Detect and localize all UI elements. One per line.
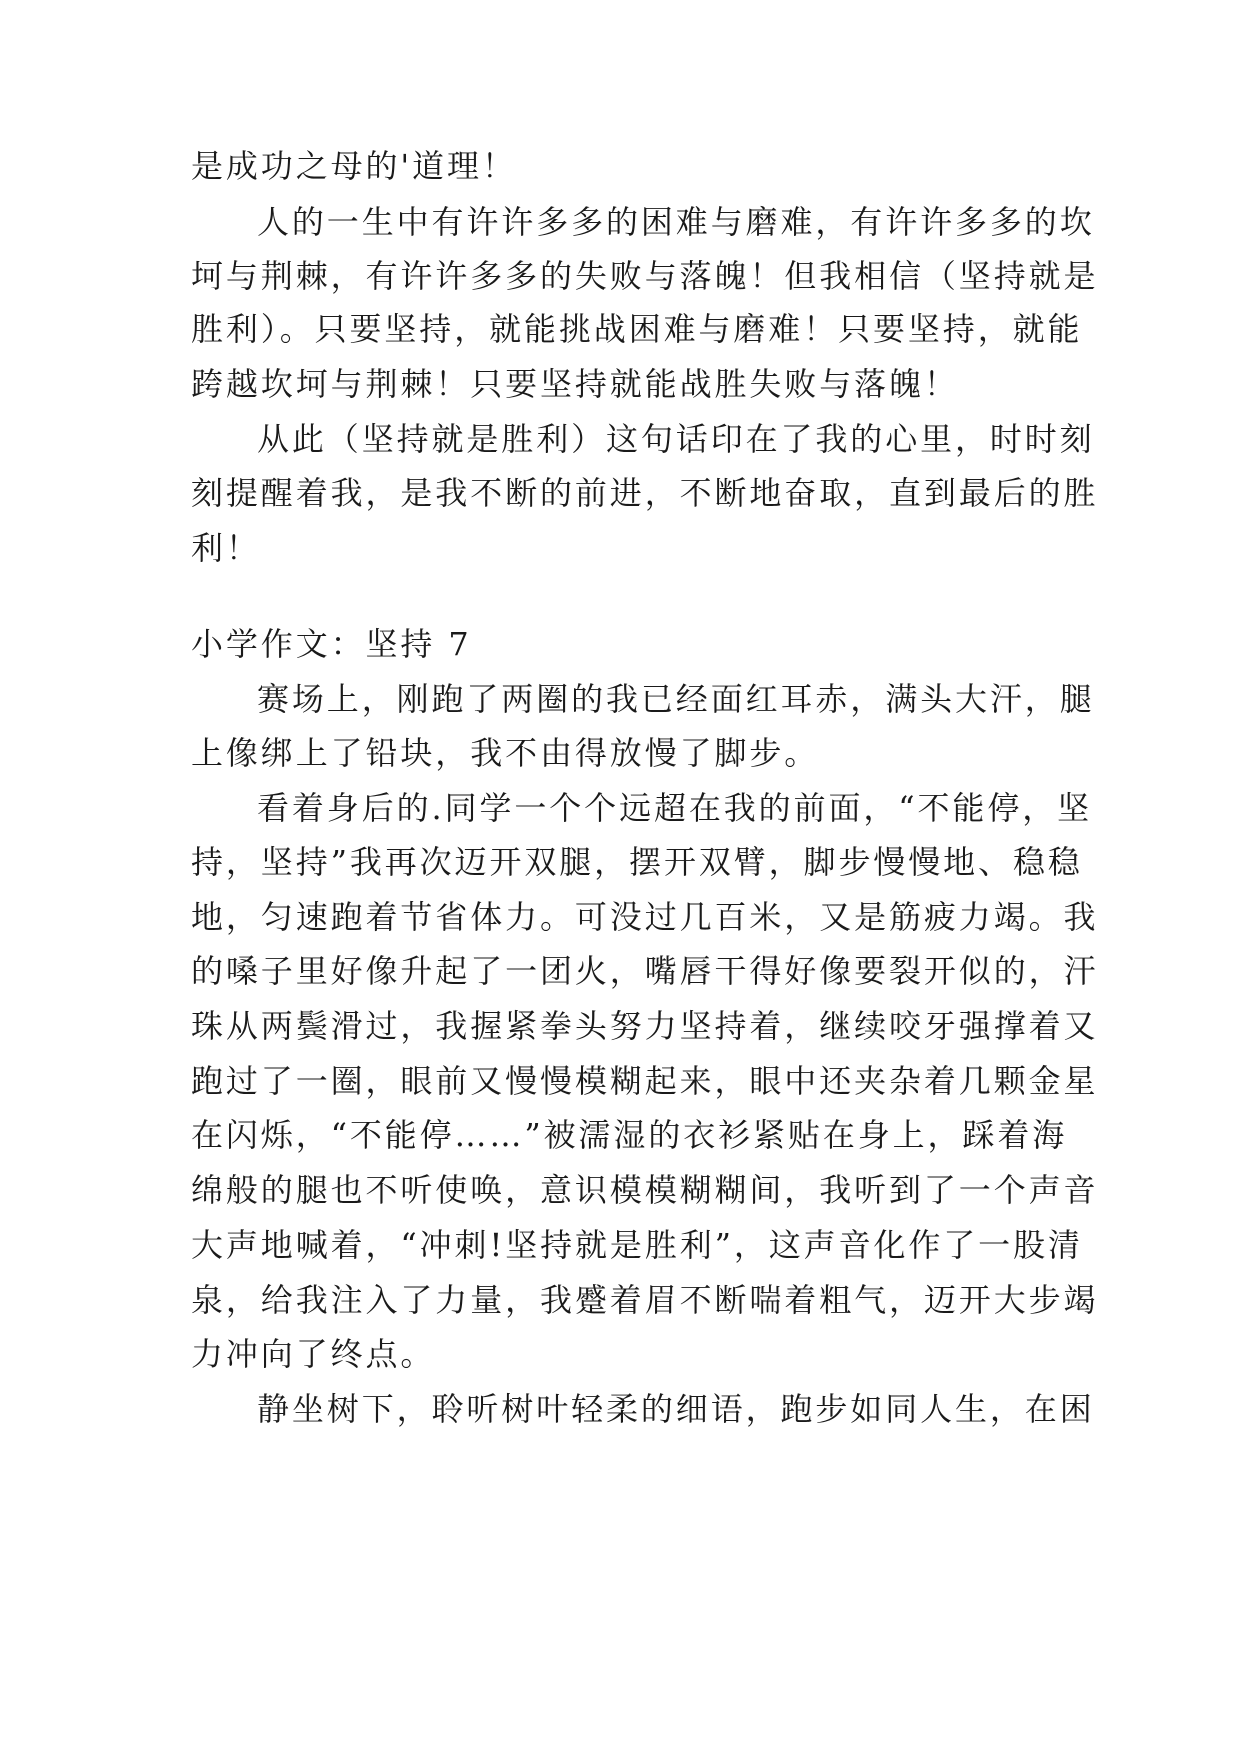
text-line: 上像绑上了铅块，我不由得放慢了脚步。 — [191, 734, 820, 772]
text-line: 力冲向了终点。 — [191, 1335, 436, 1373]
text-line: 在闪烁，“不能停……”被濡湿的衣衫紧贴在身上，踩着海 — [191, 1116, 1068, 1154]
text-line: 利！ — [191, 529, 261, 567]
text-line: 绵般的腿也不听使唤，意识模模糊糊间，我听到了一个声音 — [191, 1171, 1099, 1209]
text-line: 跑过了一圈，眼前又慢慢模糊起来，眼中还夹杂着几颗金星 — [191, 1062, 1099, 1100]
paragraph-start-line: 赛场上，刚跑了两圈的我已经面红耳赤，满头大汗，腿 — [257, 680, 1095, 718]
paragraph-start-line: 看着身后的.同学一个个远超在我的前面，“不能停，坚 — [257, 789, 1093, 827]
text-line: 地，匀速跑着节省体力。可没过几百米，又是筋疲力竭。我 — [191, 898, 1099, 936]
text-line: 刻提醒着我，是我不断的前进，不断地奋取，直到最后的胜 — [191, 474, 1099, 512]
text-line: 大声地喊着，“冲刺!坚持就是胜利”，这声音化作了一股清 — [191, 1226, 1083, 1264]
section-title: 小学作文：坚持 7 — [191, 625, 472, 663]
text-line: 跨越坎坷与荆棘！只要坚持就能战胜失败与落魄！ — [191, 365, 959, 403]
paragraph-start-line: 人的一生中有许许多多的困难与磨难，有许许多多的坎 — [257, 203, 1095, 241]
text-line: 的嗓子里好像升起了一团火，嘴唇干得好像要裂开似的，汗 — [191, 952, 1099, 990]
text-line: 是成功之母的'道理！ — [191, 147, 517, 185]
paragraph-start-line: 从此（坚持就是胜利）这句话印在了我的心里，时时刻 — [257, 420, 1095, 458]
text-line: 胜利）。只要坚持，就能挑战困难与磨难！只要坚持，就能 — [191, 310, 1083, 348]
paragraph-start-line: 静坐树下，聆听树叶轻柔的细语，跑步如同人生，在困 — [257, 1390, 1095, 1428]
text-line: 坷与荆棘，有许许多多的失败与落魄！但我相信（坚持就是 — [191, 257, 1099, 295]
text-line: 持，坚持”我再次迈开双腿，摆开双臂，脚步慢慢地、稳稳 — [191, 843, 1083, 881]
text-line: 珠从两鬓滑过，我握紧拳头努力坚持着，继续咬牙强撑着又 — [191, 1007, 1099, 1045]
text-line: 泉，给我注入了力量，我蹙着眉不断喘着粗气，迈开大步竭 — [191, 1281, 1099, 1319]
